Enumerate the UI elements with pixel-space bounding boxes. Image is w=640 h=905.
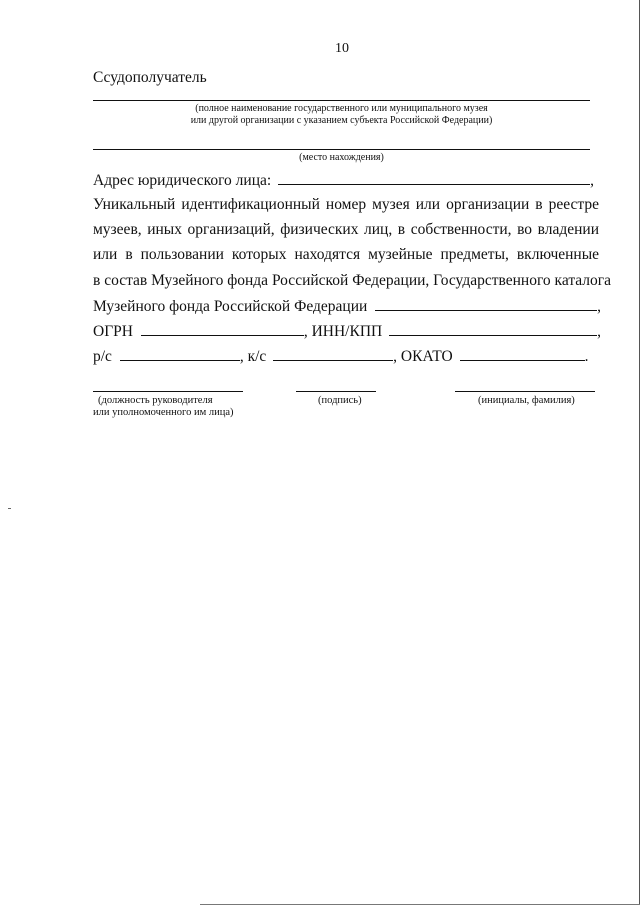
name-line[interactable] [455,391,595,392]
caption-location: (место нахождения) [299,152,384,163]
inn-comma: , [597,323,601,340]
legal-address-row [93,171,594,190]
position-line[interactable] [93,391,243,392]
legal-address-field[interactable] [278,171,590,185]
registry-line-3: или в пользовании которых находятся музейные предметы, включенные [93,246,599,263]
sig-position-line1: (должность руководителя [98,395,213,406]
caption-org-line1: (полное наименование государственного или муниципального музея [195,103,488,114]
bank-row [93,347,588,366]
caption-org-line2: или другой организации с указанием субъекта Российской Федерации) [190,115,493,126]
sig-name: (инициалы, фамилия) [478,395,575,406]
registry-comma: , [597,298,602,315]
registry-number-row [93,297,601,316]
inn-label: , ИНН/КПП [303,323,383,340]
recipient-label: Ссудополучатель [93,69,207,86]
legal-address-label: Адрес юридического лица: [93,172,272,189]
sig-position-line2: или уполномоченного им лица) [93,407,234,418]
sig-signature: (подпись) [318,395,362,406]
rs-field[interactable] [120,347,240,361]
okato-field[interactable] [460,347,585,361]
okato-label: , ОКАТО [393,348,453,365]
signature-line[interactable] [296,391,376,392]
registry-line-4: в состав Музейного фонда Российской Федерации, Государственного каталога [93,272,612,289]
inn-field[interactable] [389,322,597,336]
ks-field[interactable] [273,347,393,361]
location-line[interactable] [93,149,590,150]
ks-label: , к/с [239,348,267,365]
ogrn-label: ОГРН [93,323,133,340]
org-name-line[interactable] [93,100,590,101]
registry-line-1: Уникальный идентификационный номер музея или организации в реестре [93,196,599,213]
legal-address-comma: , [590,172,594,189]
ogrn-inn-row [93,322,601,341]
rs-label: р/с [93,348,112,365]
scan-speck [8,508,11,509]
registry-line-5: Музейного фонда Российской Федерации [93,298,368,315]
ogrn-field[interactable] [141,322,304,336]
okato-period: . [584,348,589,365]
registry-line-2: музеев, иных организаций, физических лиц, в собственности, во владении [93,221,599,238]
registry-number-field[interactable] [375,297,597,311]
page-number: 10 [335,41,349,56]
